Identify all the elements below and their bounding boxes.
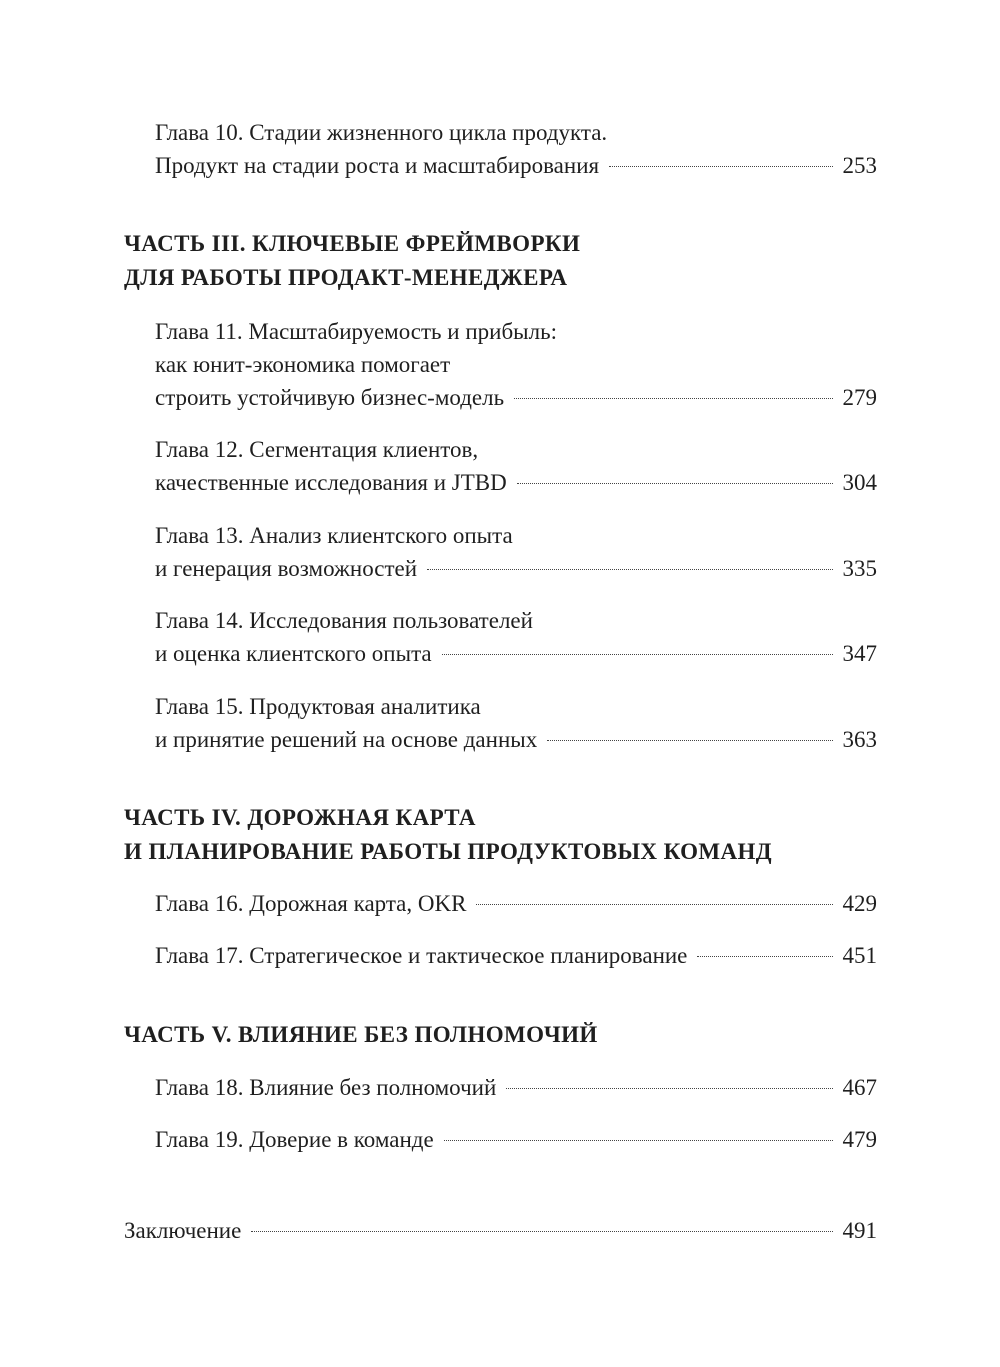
toc-entry-text: Глава 16. Дорожная карта, OKR xyxy=(155,891,467,916)
page-number: 429 xyxy=(842,891,877,916)
toc-entry-text: Глава 14. Исследования пользователей xyxy=(155,608,533,633)
page-number: 304 xyxy=(842,470,877,495)
toc-entry-ch11-line2 xyxy=(155,348,877,382)
toc-entry-ch15-line1 xyxy=(155,690,877,724)
toc-entry-ch10-line1 xyxy=(155,116,877,150)
toc-entry-ch12[interactable] xyxy=(155,466,877,500)
toc-entry-text: Глава 18. Влияние без полномочий xyxy=(155,1075,497,1100)
toc-entry-ch10[interactable] xyxy=(155,149,877,183)
toc-entry-text: и принятие решений на основе данных xyxy=(155,727,538,752)
page-number: 479 xyxy=(842,1127,877,1152)
page-number: 451 xyxy=(842,943,877,968)
toc-entry-ch17[interactable] xyxy=(155,939,877,973)
toc-entry-text: Глава 12. Сегментация клиентов, xyxy=(155,437,479,462)
toc-entry-text: Глава 15. Продуктовая аналитика xyxy=(155,694,481,719)
toc-entry-ch15[interactable] xyxy=(155,723,877,757)
toc-entry-ch13-line1 xyxy=(155,519,877,553)
toc-entry-text: качественные исследования и JTBD xyxy=(155,470,507,495)
toc-entry-ch18[interactable] xyxy=(155,1071,877,1105)
page-number: 279 xyxy=(842,385,877,410)
toc-entry-text: строить устойчивую бизнес-модель xyxy=(155,385,505,410)
toc-entry-text: Глава 19. Доверие в команде xyxy=(155,1127,434,1152)
toc-entry-text: Глава 10. Стадии жизненного цикла продукта. xyxy=(155,120,608,145)
leader-dots xyxy=(517,482,833,484)
page-number: 253 xyxy=(842,153,877,178)
leader-dots xyxy=(427,568,832,570)
leader-dots xyxy=(251,1230,832,1232)
toc-entry-ch13[interactable] xyxy=(155,552,877,586)
toc-entry-ch14-line1 xyxy=(155,604,877,638)
toc-entry-ch19[interactable] xyxy=(155,1123,877,1157)
toc-entry-ch11[interactable] xyxy=(155,381,877,415)
part-heading-4-line2: И ПЛАНИРОВАНИЕ РАБОТЫ ПРОДУКТОВЫХ КОМАНД xyxy=(124,839,773,864)
leader-dots xyxy=(609,165,832,167)
toc-entry-text: Глава 13. Анализ клиентского опыта xyxy=(155,523,513,548)
leader-dots xyxy=(442,653,833,655)
leader-dots xyxy=(547,739,832,741)
part-heading-3-line1: ЧАСТЬ III. КЛЮЧЕВЫЕ ФРЕЙМВОРКИ xyxy=(124,231,581,256)
leader-dots xyxy=(514,397,832,399)
leader-dots xyxy=(697,955,832,957)
toc-entry-ch12-line1 xyxy=(155,433,877,467)
page-number: 467 xyxy=(842,1075,877,1100)
part-heading-4-line1: ЧАСТЬ IV. ДОРОЖНАЯ КАРТА xyxy=(124,805,476,830)
page-number: 491 xyxy=(842,1218,877,1243)
toc-entry-conclusion[interactable] xyxy=(124,1214,877,1248)
part-heading-5: ЧАСТЬ V. ВЛИЯНИЕ БЕЗ ПОЛНОМОЧИЙ xyxy=(124,1022,598,1047)
page-number: 347 xyxy=(842,641,877,666)
leader-dots xyxy=(476,903,832,905)
toc-entry-text: как юнит-экономика помогает xyxy=(155,352,451,377)
toc-entry-text: и генерация возможностей xyxy=(155,556,418,581)
toc-entry-text: Глава 11. Масштабируемость и прибыль: xyxy=(155,319,557,344)
page-number: 335 xyxy=(842,556,877,581)
toc-entry-text: Глава 17. Стратегическое и тактическое планирование xyxy=(155,943,688,968)
leader-dots xyxy=(506,1087,832,1089)
page-number: 363 xyxy=(842,727,877,752)
toc-entry-text: и оценка клиентского опыта xyxy=(155,641,432,666)
toc-entry-ch16[interactable] xyxy=(155,887,877,921)
part-heading-3-line2: ДЛЯ РАБОТЫ ПРОДАКТ-МЕНЕДЖЕРА xyxy=(124,265,568,290)
toc-entry-ch14[interactable] xyxy=(155,637,877,671)
toc-entry-text: Продукт на стадии роста и масштабирования xyxy=(155,153,600,178)
toc-entry-ch11-line1 xyxy=(155,315,877,349)
leader-dots xyxy=(444,1139,833,1141)
toc-entry-text: Заключение xyxy=(124,1218,242,1243)
